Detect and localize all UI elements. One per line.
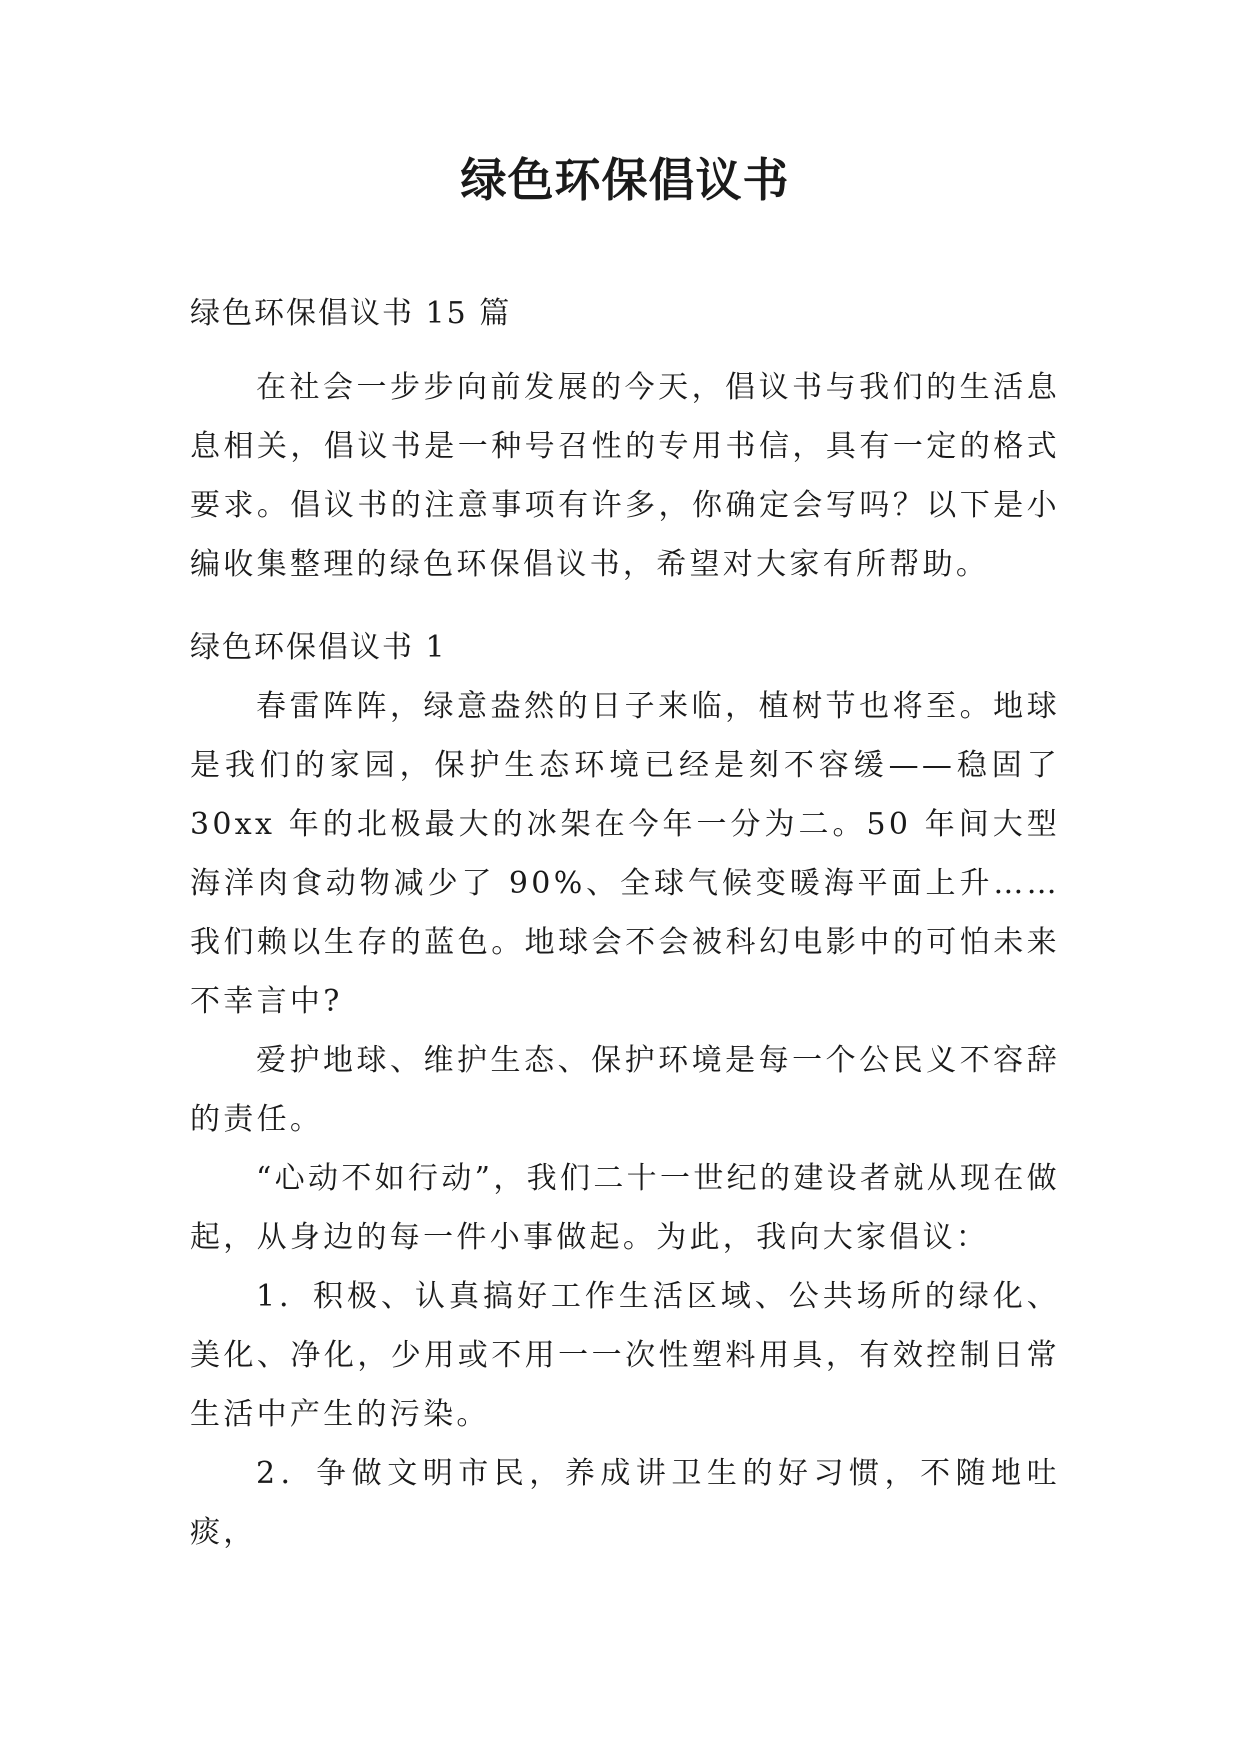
document-subtitle: 绿色环保倡议书 15 篇 [190,296,512,331]
intro-block [190,358,1060,594]
section-1 [190,618,1060,1562]
section-1-paragraph-3: “心动不如行动”，我们二十一世纪的建设者就从现在做起，从身边的每一件小事做起。为此，我向大家倡议： [190,1161,1060,1255]
intro-paragraph: 在社会一步步向前发展的今天，倡议书与我们的生活息息相关，倡议书是一种号召性的专用书信，具有一定的格式要求。倡议书的注意事项有许多，你确定会写吗？以下是小编收集整理的绿色环保倡议书，希望对大家有所帮助。 [190,370,1060,582]
section-1-heading: 绿色环保倡议书 1 [190,630,447,665]
document-title: 绿色环保倡议书 [460,153,790,207]
section-1-paragraph-5: 2．争做文明市民，养成讲卫生的好习惯，不随地吐痰， [190,1456,1060,1550]
section-1-paragraph-4: 1．积极、认真搞好工作生活区域、公共场所的绿化、美化、净化，少用或不用一一次性塑料用具，有效控制日常生活中产生的污染。 [190,1279,1060,1432]
section-1-paragraph-1: 春雷阵阵，绿意盎然的日子来临，植树节也将至。地球是我们的家园，保护生态环境已经是刻不容缓——稳固了 30xx 年的北极最大的冰架在今年一分为二。50 年间大型海洋肉食动物减少了 90%、全球气候变暖海平面上升……我们赖以生存的蓝色。地球会不会被科幻电影中的可怕未来不幸言中? [190,689,1060,1019]
section-1-paragraph-2: 爱护地球、维护生态、保护环境是每一个公民义不容辞的责任。 [190,1043,1060,1137]
